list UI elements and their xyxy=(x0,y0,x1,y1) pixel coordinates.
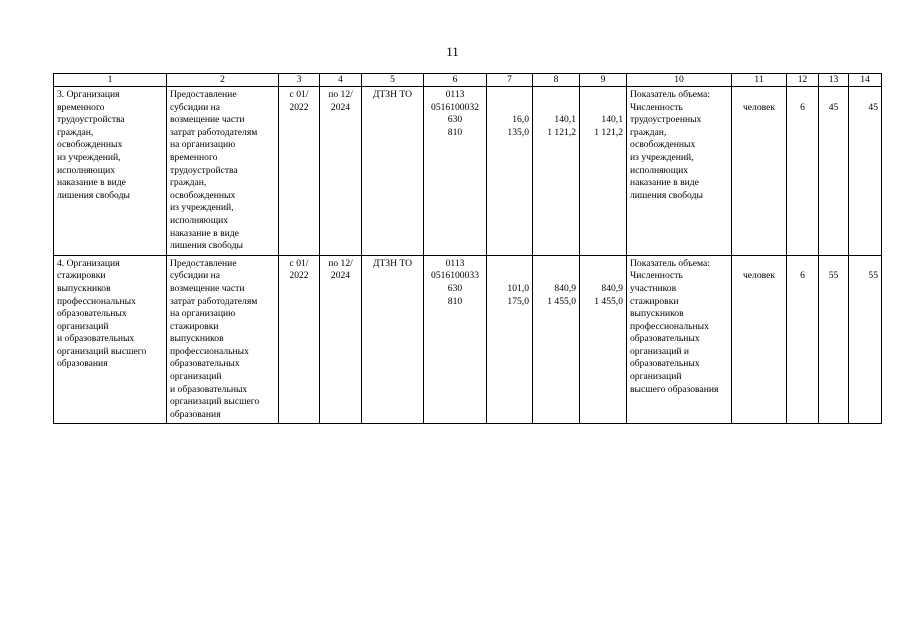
column-header: 1 xyxy=(54,74,167,87)
program-table xyxy=(53,73,882,424)
column-header: 4 xyxy=(320,74,362,87)
column-header: 13 xyxy=(819,74,849,87)
value-cell: 16,0 135,0 xyxy=(487,87,533,256)
executor-cell: ДТЗН ТО xyxy=(362,87,424,256)
unit-cell: человек xyxy=(732,87,787,256)
column-header: 8 xyxy=(533,74,580,87)
value-cell: 101,0 175,0 xyxy=(487,255,533,424)
value-cell: 55 xyxy=(849,255,882,424)
value-cell: 6 xyxy=(787,87,819,256)
column-header: 6 xyxy=(424,74,487,87)
start-date-cell: с 01/ 2022 xyxy=(279,87,320,256)
table-row xyxy=(54,87,882,256)
description-cell: Предоставление субсидии на возмещение части затрат работодателям на организацию стажировки выпускников профессиональных образовательных организаций и образовательных организаций высшего образования xyxy=(167,255,279,424)
page-number: 11 xyxy=(446,44,459,59)
value-cell: 6 xyxy=(787,255,819,424)
value-cell: 45 xyxy=(849,87,882,256)
value-cell: 55 xyxy=(819,255,849,424)
executor-cell: ДТЗН ТО xyxy=(362,255,424,424)
value-cell: 840,9 1 455,0 xyxy=(580,255,627,424)
budget-code-cell: 0113 0516100033 630 810 xyxy=(424,255,487,424)
event-name-cell: 3. Организация временного трудоустройства граждан, освобожденных из учреждений, исполняющих наказание в виде лишения свободы xyxy=(54,87,167,256)
table-row xyxy=(54,255,882,424)
value-cell: 140,1 1 121,2 xyxy=(580,87,627,256)
column-header: 9 xyxy=(580,74,627,87)
column-header: 5 xyxy=(362,74,424,87)
budget-code-cell: 0113 0516100032 630 810 xyxy=(424,87,487,256)
description-cell: Предоставление субсидии на возмещение части затрат работодателям на организацию временного трудоустройства граждан, освобожденных из учреждений, исполняющих наказание в виде лишения свободы xyxy=(167,87,279,256)
column-header: 12 xyxy=(787,74,819,87)
end-date-cell: по 12/ 2024 xyxy=(320,87,362,256)
indicator-cell: Показатель объема: Численность участников стажировки выпускников профессиональных образовательных организаций и образовательных организаций высшего образования xyxy=(627,255,732,424)
value-cell: 840,9 1 455,0 xyxy=(533,255,580,424)
end-date-cell: по 12/ 2024 xyxy=(320,255,362,424)
indicator-cell: Показатель объема: Численность трудоустроенных граждан, освобожденных из учреждений, исполняющих наказание в виде лишения свободы xyxy=(627,87,732,256)
column-header: 10 xyxy=(627,74,732,87)
event-name-cell: 4. Организация стажировки выпускников профессиональных образовательных организаций и образовательных организаций высшего образования xyxy=(54,255,167,424)
table-header-row xyxy=(54,74,882,87)
start-date-cell: с 01/ 2022 xyxy=(279,255,320,424)
value-cell: 45 xyxy=(819,87,849,256)
unit-cell: человек xyxy=(732,255,787,424)
column-header: 3 xyxy=(279,74,320,87)
column-header: 11 xyxy=(732,74,787,87)
column-header: 14 xyxy=(849,74,882,87)
column-header: 7 xyxy=(487,74,533,87)
value-cell: 140,1 1 121,2 xyxy=(533,87,580,256)
column-header: 2 xyxy=(167,74,279,87)
